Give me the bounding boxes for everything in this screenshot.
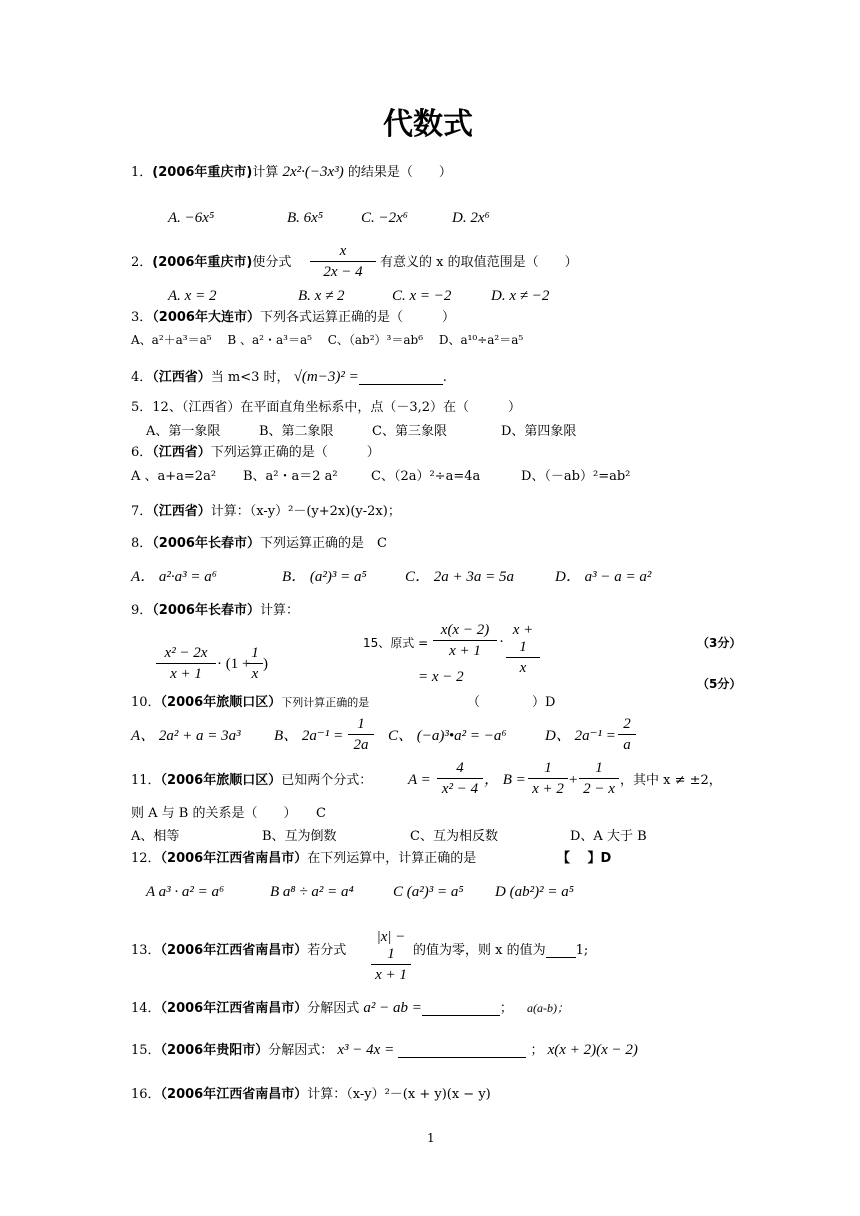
option-b: B、互为倒数 [262,829,337,844]
q-text: 下列计算正确的是 [281,696,370,709]
question-14 [131,1001,569,1016]
option-d: D、A 大于 B [570,829,647,844]
b-fraction-2 [579,760,619,798]
option-a: A、第一象限 [146,424,221,439]
q-text: 计算： [259,603,299,618]
option-c: C. −2x⁶ [361,210,408,226]
fraction-denominator: x + 2 [532,781,564,797]
option-b: B、a²・a＝2 a² [243,469,338,484]
option-c: C、第三象限 [372,424,447,439]
fraction-numerator: 1 [579,760,619,779]
question-10 [131,696,369,709]
question-9 [131,604,299,617]
answer-text: 1; [575,943,589,958]
option-d: D、（－ab）²=ab² [521,469,631,484]
fraction-numerator: 1 [348,716,374,735]
q12-answer: 【 】D [557,851,612,866]
page-number: 1 [427,1131,435,1145]
option-d: D. x ≠ −2 [491,288,550,304]
q-text: 使分式 [252,255,292,270]
a-fraction [437,760,483,798]
option-b: B、 2a⁻¹ = [274,728,344,744]
fraction-numerator: x(x − 2) [433,622,497,641]
multiply-dot: · [499,634,504,650]
option-a: A． a²·a³ = a⁶ [131,569,217,585]
q9-fraction [156,645,216,683]
q13-fraction [371,929,411,984]
q-number: 1． [131,165,153,180]
q9-inner-fraction [247,645,263,683]
b-fraction-1 [528,760,568,798]
q-text: 计算 [252,165,279,180]
option-d: D． a³ − a = a² [555,569,652,585]
q-text: 分解因式： [268,1043,334,1058]
q13-tail [413,944,588,958]
question-6 [131,446,380,459]
q-source: （2006年旅顺口区） [160,773,282,788]
answer-text: a(a-b)； [527,1001,570,1015]
question-1 [131,165,452,180]
solution-fraction-1 [433,622,497,660]
plus-sign: + [569,772,578,788]
score-3: （3分） [697,636,742,650]
option-a: A. −6x⁵ [168,210,215,226]
fraction-denominator: x [519,660,527,676]
question-12 [131,852,476,865]
fraction-denominator: 2 − x [583,781,615,797]
question-11 [131,774,372,787]
answer-blank [398,1044,526,1058]
option-a: A 、a+a=2a² [131,469,217,484]
q-source: （江西省） [152,504,211,519]
q-number: 12． [131,851,161,866]
q-text: 的值为零，则 x 的值为 [413,943,546,958]
option-d: D、 2a⁻¹ = [545,728,616,744]
fraction-numerator: x + 1 [506,622,540,658]
q-expression: 2x²·(−3x³) [282,164,344,180]
option-d: D、第四象限 [501,424,577,439]
q-source: (2006年重庆市) [152,165,253,180]
q-text: 若分式 [307,943,347,958]
q-text: 的结果是（ ） [347,165,452,180]
q2-fraction [310,243,376,281]
question-13 [131,944,346,957]
fraction-numerator: x² − 2x [156,645,216,664]
q-number: 6． [131,445,153,460]
q-source: （2006年大连市） [152,310,260,325]
page-title: 代数式 [383,107,473,142]
q9-expression-tail: · (1 + [217,656,251,672]
score-5: （5分） [697,677,742,691]
q11-condition: ，其中 x ≠ ±2， [620,773,722,788]
option-d: D (ab²)² = a⁵ [495,884,574,900]
q3-options: A、a²＋a³＝a⁵ B 、a²・a³＝a⁵ C、（ab²）³＝ab⁶ D、a¹⁰÷a²＝a⁵ [131,333,524,347]
q-number: 10． [131,695,161,710]
option-c: C (a²)³ = a⁵ [393,884,464,900]
option-c: C、互为相反数 [410,829,498,844]
q-text: 有意义的 x 的取值范围是（ ） [380,255,578,270]
answer-blank [359,371,443,385]
q-source: （2006年贵阳市） [160,1043,269,1058]
question-8 [131,537,387,550]
q-number: 13． [131,943,161,958]
question-5: 5．12、（江西省）在平面直角坐标系中，点（－3,2）在（ ） [131,400,521,415]
q-number: 11． [131,773,161,788]
answer-text: x(x + 2)(x − 2) [547,1042,638,1058]
question-2 [131,256,291,269]
q-text: ； [530,1043,544,1058]
option-b-fraction [348,716,374,754]
fraction-denominator: x + 1 [449,643,481,659]
fraction-denominator: x [251,666,259,682]
q-text: 当 m<3 时， [210,370,290,385]
question-7 [131,505,401,518]
q-text: 分解因式 [307,1001,360,1016]
option-c: C、 (−a)³•a² = −a⁶ [388,728,507,744]
q-text: 已知两个分式： [281,773,373,788]
a-equals: A = [408,772,431,788]
option-d-fraction [618,716,636,754]
q-number: 4． [131,370,153,385]
q-source: （2006年长春市） [152,603,260,618]
b-equals: ， B = [484,772,526,788]
q-text: 在下列运算中，计算正确的是 [307,851,477,866]
fraction-denominator: x² − 4 [441,781,479,797]
option-a: A a³ · a² = a⁶ [146,884,225,900]
q11-line2: 则 A 与 B 的关系是（ ） C [131,806,326,821]
question-3 [131,311,455,324]
question-16 [131,1088,491,1101]
fraction-numerator: 1 [247,645,263,664]
answer-blank [422,1002,500,1016]
q-expression: x³ − 4x = [337,1042,395,1058]
q-text: 计算：（x-y）²－(y+2x)(y-2x)； [210,504,401,519]
option-b: B、第二象限 [259,424,334,439]
answer-blank [546,944,576,958]
q-number: 14． [131,1001,161,1016]
q-number: 3． [131,310,153,325]
option-c: C. x = −2 [392,288,452,304]
q-text: . [442,370,447,385]
fraction-denominator: 2x − 4 [323,264,363,280]
q10-answer: （ ）D [467,695,556,710]
q-text: 下列运算正确的是（ ） [210,445,380,460]
q-source: （2006年江西省南昌市） [160,851,308,866]
question-15 [131,1043,638,1058]
q-number: 9． [131,603,153,618]
q-source: (2006年重庆市) [152,255,253,270]
q-source: （2006年长春市） [152,536,260,551]
q-expression: a² − ab = [363,1000,422,1016]
option-b: B. x ≠ 2 [298,288,345,304]
fraction-numerator: x [310,243,376,262]
q-source: （2006年江西省南昌市） [160,943,308,958]
fraction-numerator: |x| − 1 [371,929,411,965]
q-text: 下列各式运算正确的是（ ） [259,310,455,325]
solution-label: 15、原式 = [363,636,429,650]
fraction-denominator: 2a [353,737,369,753]
q-number: 15． [131,1043,161,1058]
option-a: A. x = 2 [168,288,217,304]
q9-close-paren: ) [263,656,268,672]
q-text: 计算：（x-y）²－(x + y)(x − y) [307,1087,491,1102]
q-number: 8． [131,536,153,551]
solution-fraction-2 [506,622,540,677]
q-number: 7． [131,504,153,519]
option-b: B. 6x⁵ [287,210,324,226]
fraction-numerator: 4 [437,760,483,779]
solution-result: = x − 2 [418,669,464,685]
option-d: D. 2x⁶ [452,210,490,226]
q-source: （2006年旅顺口区） [160,695,282,710]
option-c: C． 2a + 3a = 5a [405,569,514,585]
q-text: 下列运算正确的是 C [259,536,387,551]
fraction-numerator: 2 [618,716,636,735]
fraction-denominator: x + 1 [375,967,407,983]
fraction-numerator: 1 [528,760,568,779]
q-source: （江西省） [152,445,211,460]
fraction-denominator: a [623,737,631,753]
question-4 [131,370,447,385]
q-source: （2006年江西省南昌市） [160,1001,308,1016]
option-a: A、相等 [131,829,180,844]
fraction-denominator: x + 1 [170,666,202,682]
option-b: B a⁸ ÷ a² = a⁴ [270,884,354,900]
option-c: C、（2a）²÷a=4a [371,469,481,484]
q-text: ； [499,1001,513,1016]
q-number: 2． [131,255,153,270]
q-expression: √(m−3)² = [293,369,359,385]
option-b: B． (a²)³ = a⁵ [282,569,367,585]
q-source: （2006年江西省南昌市） [160,1087,308,1102]
q-number: 16． [131,1087,161,1102]
q-source: （江西省） [152,370,211,385]
option-a: A、 2a² + a = 3a³ [131,728,241,744]
